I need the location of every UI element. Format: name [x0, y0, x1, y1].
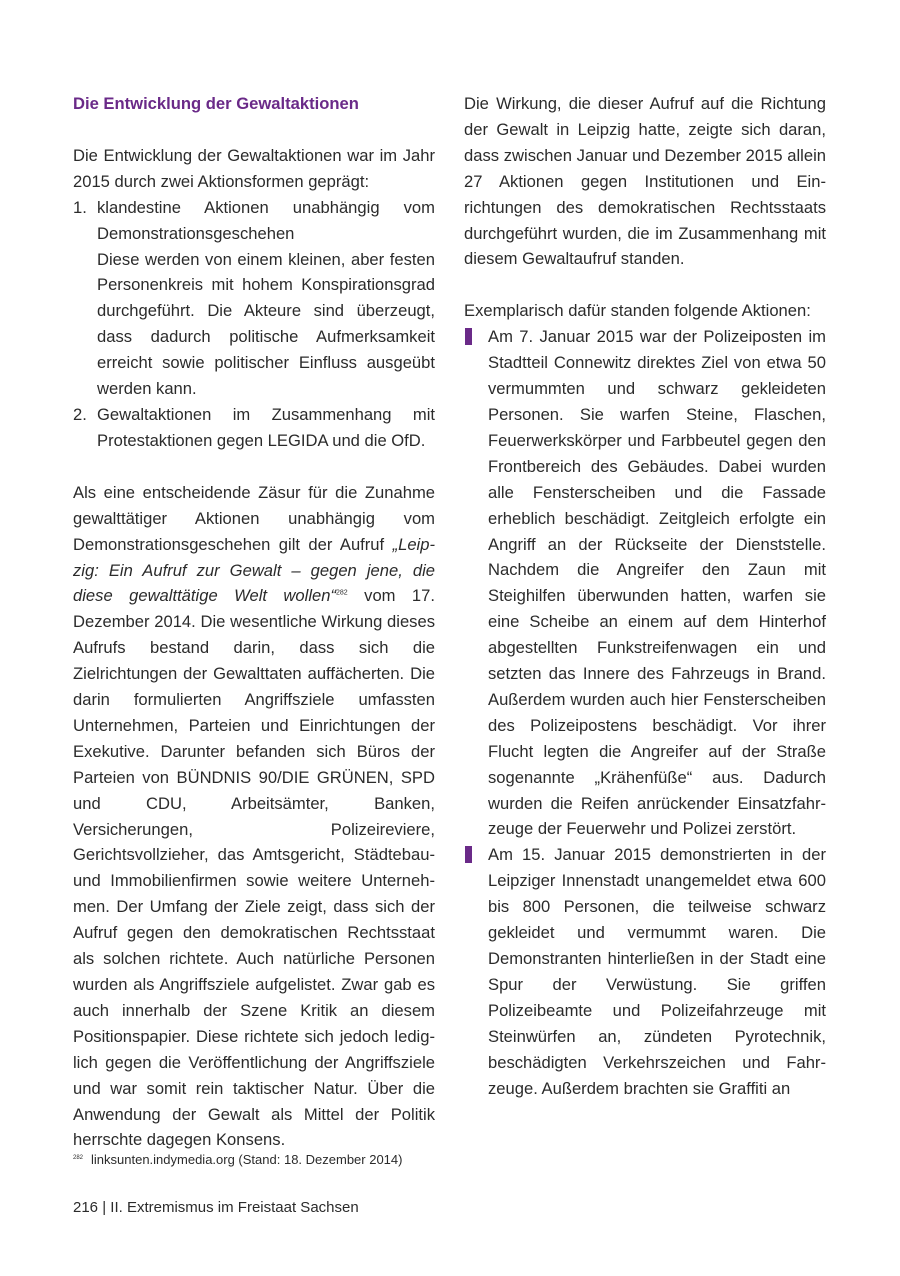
left-column — [73, 91, 435, 1153]
intro-paragraph: Exemplarisch dafür standen folgende Aktionen: — [464, 301, 811, 321]
numbered-list — [73, 195, 435, 454]
right-column — [464, 91, 826, 1101]
list-item-title: klandestine Aktionen unabhängig vom Demonstrationsgeschehen — [97, 197, 435, 243]
list-item: Am 7. Januar 2015 war der Polizeiposten im Stadtteil Connewitz direktes Ziel von etwa 50 vermummten und schwarz gekleideten Personen. Sie warfen Steine, Flaschen, Feuerwerkskörper und Farbbeutel gegen den Frontbereich des Gebäudes. Dabei wurden alle Fensterscheiben und die Fassade erheblich beschädigt. Zeitgleich erfolgte ein Angriff an der Rückseite der Dienststelle. Nachdem die Angreifer den Zaun mit Steighilfen überwunden hatten, warfen sie eine Scheibe an einem auf dem Hinterhof abgestellten Funkstreifenwagen ein und setzten das Innere des Fahrzeugs in Brand. Außerdem wurden auch hier Fensterscheiben des Polizeipostens beschädigt. Vor ihrer Flucht legten die Angreifer auf der Straße sogenannte „Krähenfüße“ aus. Dadurch wurden die Reifen anrückender Einsatzfahrzeuge der Feuerwehr und Polizei zerstört. — [464, 324, 826, 842]
list-number: 1. — [73, 197, 87, 217]
chapter-title: II. Extremismus im Freistaat Sachsen — [110, 1199, 359, 1216]
intro-paragraph: Die Entwicklung der Gewaltaktionen war im Jahr 2015 durch zwei Aktionsformen geprägt: — [73, 145, 435, 191]
bullet-list — [464, 324, 826, 1101]
footnote — [73, 1151, 402, 1169]
list-number: 2. — [73, 404, 87, 424]
footnote-reference[interactable]: 282 — [336, 589, 348, 597]
page-number: 216 — [73, 1199, 99, 1216]
list-item — [73, 402, 435, 454]
body-paragraph: Die Wirkung, die dieser Aufruf auf die Richtung der Gewalt in Leipzig hatte, zeigte sich daran, dass zwischen Januar und Dezember 2015 allein 27 Aktionen gegen Institutionen und Einrichtungen des demokratischen Rechtsstaats durchgeführt wurden, die im Zusammenhang mit diesem Gewaltaufruf standen. — [464, 94, 826, 269]
footer-separator: | — [102, 1199, 107, 1216]
list-item-title: Gewaltaktionen im Zusammenhang mit Protestaktionen gegen LEGIDA und die OfD. — [97, 404, 435, 450]
list-item: Am 15. Januar 2015 demonstrierten in der Leipziger Innenstadt unangemeldet etwa 600 bis 800 Personen, die teilweise schwarz gekleidet und vermummt waren. Die Demonstranten hinterließen in der Stadt eine Spur der Verwüstung. Sie griffen Polizeibeamte und Polizeifahrzeuge mit Steinwürfen an, zündeten Pyrotechnik, beschädigten Verkehrszeichen und Fahrzeuge. Außerdem brachten sie Graffiti an — [464, 842, 826, 1101]
list-item-detail: Diese werden von einem kleinen, aber festen Personenkreis mit hohem Konspirationsgrad durchgeführt. Die Akteure sind überzeugt, dass dadurch politische Aufmerksamkeit erreicht sowie politischer Einfluss ausgeübt werden kann. — [97, 249, 435, 399]
section-heading: Die Entwicklung der Gewaltaktionen — [73, 94, 359, 113]
bullet-square-icon — [465, 846, 472, 863]
footnote-text: linksunten.indymedia.org (Stand: 18. Dezember 2014) — [91, 1152, 403, 1167]
page-footer — [73, 1198, 359, 1218]
bullet-square-icon — [465, 328, 472, 345]
footnote-number: 282 — [73, 1154, 84, 1161]
list-item — [73, 195, 435, 402]
body-paragraph: Als eine entscheidende Zäsur für die Zunahme gewalttätiger Aktionen unabhängig vom Demonstrationsgeschehen gilt der Aufruf „Leipzig: Ein Aufruf zur Gewalt – gegen jene, die diese gewalttätige Welt wollen“$^{282}$ vom 17. Dezember 2014. Die wesentliche Wirkung dieses Aufrufs bestand darin, dass sich die Zielrichtungen der Gewalttaten auffächerten. Die darin formulierten Angriffsziele umfassten Unternehmen, Parteien und Einrichtungen der Exekutive. Darunter befanden sich Büros der Parteien von BÜNDNIS 90/DIE GRÜNEN, SPD und CDU, Arbeitsämter, Banken, Versicherungen, Polizeireviere, Gerichtsvollzieher, das Amtsgericht, Städtebau- und Immobilienfirmen sowie weitere Unternehmen. Der Umfang der Ziele zeigt, dass sich der Aufruf gegen den demokratischen Rechtsstaat als solchen richtete. Auch natürliche Personen wurden als Angriffsziele aufgelistet. Zwar gab es auch innerhalb der Szene Kritik an diesem Positionspapier. Diese richtete sich jedoch lediglich gegen die Veröffentlichung der Angriffsziele und war somit rein taktischer Natur. Über die Anwendung der Gewalt als Mittel der Politik herrschte dagegen Konsens. — [73, 482, 435, 1150]
quoted-title: „Leipzig: Ein Aufruf zur Gewalt – gegen jene, die diese gewalttätige Welt wollen“ — [73, 534, 435, 606]
